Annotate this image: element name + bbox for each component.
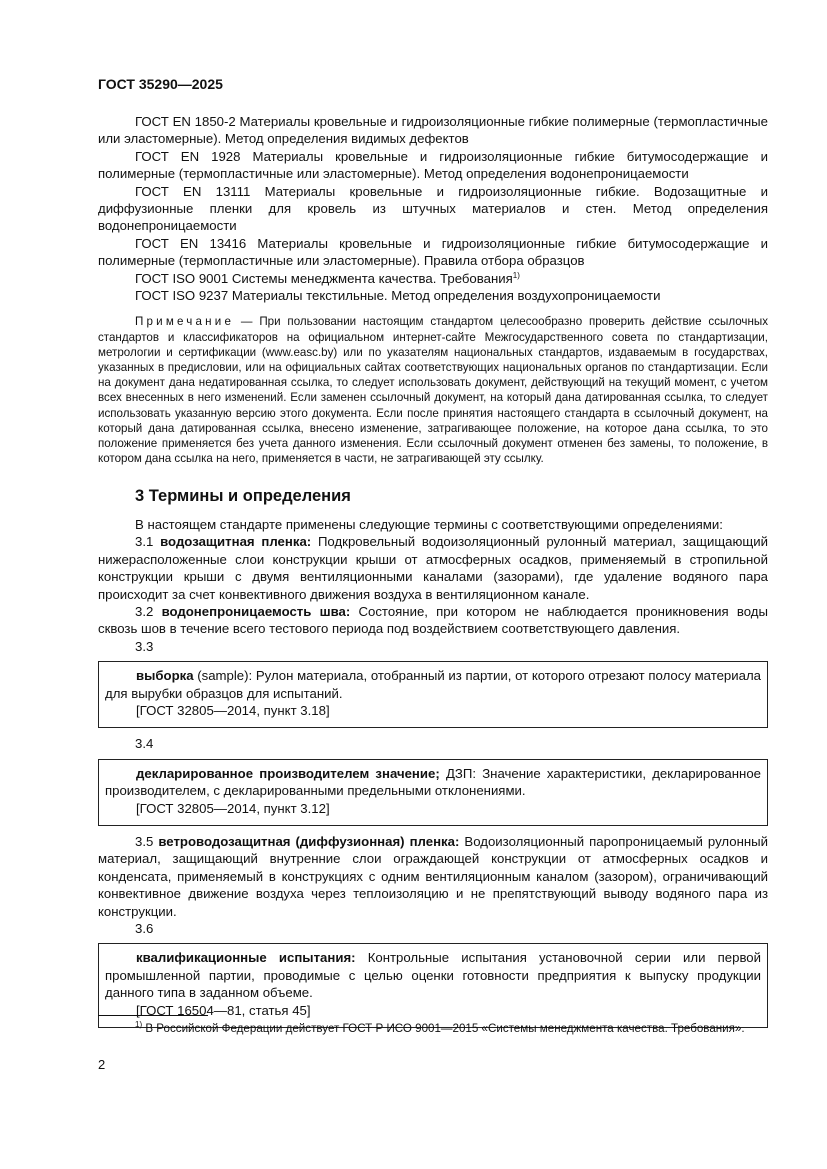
- term-definition: Подкровельный водоизоляционный рулонный материал, защищающий нижерасположенные слои конструкции крыши от атмосферных осадков, применяемый в стропильной конструкции крыши с двумя вентиляционными каналами (зазорами), где удаление водяного пара происходит за счет конвективного движения воздуха в вентиляционном канале.: [98, 534, 768, 602]
- reference-item: ГОСТ EN 1928 Материалы кровельные и гидроизоляционные гибкие битумосодержащие и полимерные (термопластичные или эластомерные). Метод определения водонепроницаемости: [98, 148, 768, 182]
- page-number: 2: [98, 1057, 106, 1072]
- reference-item: ГОСТ EN 13111 Материалы кровельные и гидроизоляционные гибкие. Водозащитные и диффузионные пленки для кровель из штучных материалов и стен. Метод определения водонепроницаемости: [98, 183, 768, 234]
- note-text: — При пользовании настоящим стандартом целесообразно проверить действие ссылочных стандартов и классификаторов на официальном интернет-сайте Межгосударственного совета по стандартизации, метрологии и сертификации (www.easc.by) или по указателям национальных стандартов, издаваемым в государствах, указанных в предисловии, или на официальных сайтах соответствующих национальных органов по стандартизации. Если на документ дана недатированная ссылка, то следует использовать документ, действующий на текущий момент, с учетом всех внесенных в него изменений. Если заменен ссылочный документ, на который дана датированная ссылка, то следует использовать указанную версию этого документа. Если после принятия настоящего стандарта в ссылочный документ, на который дана датированная ссылка, внесено изменение, затрагивающее положение, на которое дана ссылка, то это положение применяется без учета данного изменения. Если ссылочный документ отменен без замены, то положение, в котором дана ссылка на него, применяется в части, не затрагивающей эту ссылку.: [98, 315, 768, 466]
- term-name: водонепроницаемость шва:: [161, 603, 351, 619]
- term-number-3-4: 3.4: [135, 736, 154, 752]
- term-3-4: [105, 765, 761, 800]
- reference-item: ГОСТ EN 1850-2 Материалы кровельные и гидроизоляционные гибкие полимерные (термопластичные или эластомерные). Метод определения видимых дефектов: [98, 114, 768, 147]
- term-name: квалификационные испытания:: [136, 950, 356, 966]
- section-intro: В настоящем стандарте применены следующие термины с соответствующими определениями:: [135, 516, 723, 532]
- term-name: декларированное производителем значение;: [136, 765, 440, 781]
- footnote-marker: 1): [135, 1020, 143, 1029]
- term-3-2: [98, 603, 768, 638]
- term-name: водозащитная пленка:: [160, 534, 312, 550]
- term-definition: Состояние, при котором не наблюдается проникновения воды сквозь шов в течение всего тестового периода под воздействием соответствующего давления.: [98, 603, 768, 637]
- term-number: 3.1: [135, 534, 161, 550]
- term-definition: ДЗП: Значение характеристики, декларированное производителем, с декларированными предельными отклонениями.: [105, 765, 761, 799]
- reference-item: ГОСТ ISO 9237 Материалы текстильные. Метод определения воздухопроницаемости: [135, 288, 661, 304]
- term-box-3-3: [98, 661, 768, 728]
- footnote-separator: [98, 1015, 208, 1016]
- term-number-3-3: 3.3: [135, 638, 154, 654]
- document-header: ГОСТ 35290—2025: [98, 76, 223, 92]
- term-name: ветроводозащитная (диффузионная) пленка:: [158, 834, 460, 849]
- term-3-1: [98, 533, 768, 603]
- term-number: 3.5: [135, 834, 159, 849]
- term-definition: Водоизоляционный паропроницаемый рулонный материал, защищающий внутренние слои ограждающей конструкции от атмосферных осадков и конденсата, применяемый в конструкциях с одним вентиляционным каналом (зазором), ограничивающий конвективное движение воздуха через теплоизоляцию и не препятствующий выводу водяного пара из конструкции.: [98, 834, 768, 919]
- term-box-3-4: [98, 759, 768, 826]
- note-label: Примечание: [135, 315, 235, 329]
- reference-text: ГОСТ ISO 9001 Системы менеджмента качества. Требования: [135, 270, 513, 286]
- term-source: [ГОСТ 32805—2014, пункт 3.12]: [136, 800, 330, 816]
- footnote-marker: 1): [512, 270, 520, 280]
- reference-item: ГОСТ EN 13416 Материалы кровельные и гидроизоляционные гибкие битумосодержащие и полимерные (термопластичные или эластомерные). Правила отбора образцов: [98, 235, 768, 269]
- term-3-3: [105, 667, 761, 702]
- term-3-6: [105, 949, 761, 1001]
- term-name: выборка: [136, 668, 194, 684]
- page-content: [98, 113, 768, 1035]
- term-definition: (sample): Рулон материала, отобранный из партии, от которого отрезают полосу материала для вырубки образцов для испытаний.: [105, 668, 761, 701]
- term-definition: Контрольные испытания установочной серии или первой промышленной партии, проводимые с целью оценки готовности предприятия к выпуску продукции данного типа в заданном объеме.: [105, 950, 761, 1001]
- term-number: 3.2: [135, 603, 162, 619]
- section-title: 3 Термины и определения: [135, 486, 351, 505]
- reference-item: [98, 270, 768, 287]
- term-3-5: [98, 833, 768, 920]
- footnote-text: В Российской Федерации действует ГОСТ Р ИСО 9001—2015 «Системы менеджмента качества. Требования».: [142, 1022, 745, 1035]
- footnote: [98, 1021, 768, 1037]
- note-paragraph: [98, 314, 768, 466]
- term-source: [ГОСТ 16504—81, статья 45]: [136, 1002, 311, 1018]
- term-number-3-6: 3.6: [135, 921, 154, 937]
- term-source: [ГОСТ 32805—2014, пункт 3.18]: [136, 702, 330, 718]
